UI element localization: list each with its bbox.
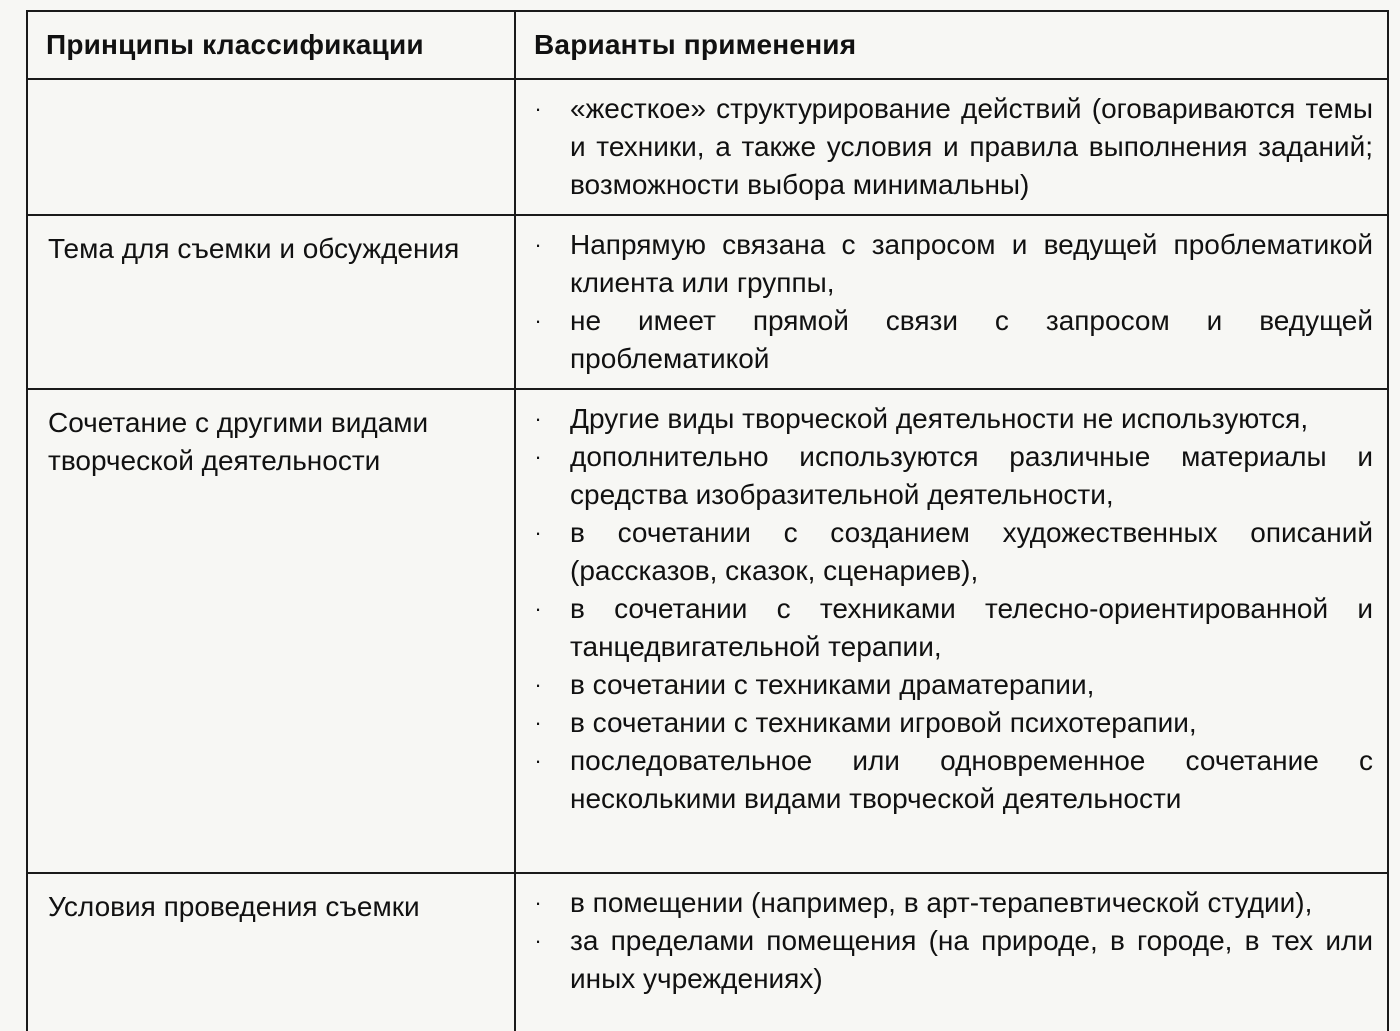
variant-text: в сочетании с техниками телесно-ориентированной и танцедвигательной терапии,	[570, 593, 1373, 662]
variant-list	[526, 90, 1373, 204]
bullet-icon: ·	[534, 406, 542, 431]
variant-item	[526, 438, 1373, 514]
row-principle: Сочетание с другими видами творческой деятельности	[27, 389, 515, 873]
variant-text: за пределами помещения (на природе, в городе, в тех или иных учреждениях)	[570, 925, 1373, 994]
variant-list	[526, 400, 1373, 818]
variant-text: Напрямую связана с запросом и ведущей проблематикой клиента или группы,	[570, 229, 1373, 298]
variant-text: не имеет прямой связи с запросом и ведущей проблематикой	[570, 305, 1373, 374]
variant-item	[526, 590, 1373, 666]
table-row	[27, 873, 1388, 1031]
bullet-icon: ·	[534, 308, 542, 333]
variant-text: в сочетании с техниками драматерапии,	[570, 669, 1095, 700]
bullet-icon: ·	[534, 710, 542, 735]
variant-item	[526, 704, 1373, 742]
row-variants	[515, 79, 1388, 215]
variant-item	[526, 742, 1373, 818]
variant-item	[526, 666, 1373, 704]
bullet-icon: ·	[534, 596, 542, 621]
table-row	[27, 215, 1388, 389]
variant-text: в сочетании с техниками игровой психотерапии,	[570, 707, 1197, 738]
bullet-icon: ·	[534, 928, 542, 953]
variant-text: Другие виды творческой деятельности не используются,	[570, 403, 1309, 434]
row-principle	[27, 79, 515, 215]
bullet-icon: ·	[534, 672, 542, 697]
variant-item	[526, 226, 1373, 302]
bullet-icon: ·	[534, 748, 542, 773]
variant-item	[526, 922, 1373, 998]
bullet-icon: ·	[534, 96, 542, 121]
row-principle: Тема для съемки и обсуждения	[27, 215, 515, 389]
variant-text: дополнительно используются различные материалы и средства изобразительной деятельности,	[570, 441, 1373, 510]
row-variants	[515, 389, 1388, 873]
bullet-icon: ·	[534, 444, 542, 469]
variant-item	[526, 400, 1373, 438]
variant-text: в сочетании с созданием художественных описаний (рассказов, сказок, сценариев),	[570, 517, 1373, 586]
row-variants	[515, 215, 1388, 389]
variant-list	[526, 884, 1373, 998]
bullet-icon: ·	[534, 520, 542, 545]
table-row	[27, 79, 1388, 215]
variant-item	[526, 514, 1373, 590]
variant-item	[526, 884, 1373, 922]
bullet-icon: ·	[534, 232, 542, 257]
bullet-icon: ·	[534, 890, 542, 915]
variant-list	[526, 226, 1373, 378]
variant-item	[526, 302, 1373, 378]
header-principle: Принципы классификации	[27, 11, 515, 79]
row-principle: Условия проведения съемки	[27, 873, 515, 1031]
variant-text: «жесткое» структурирование действий (оговариваются темы и техники, а также условия и правила выполнения заданий; возможности выбора минимальны)	[570, 93, 1373, 200]
row-variants	[515, 873, 1388, 1031]
table-row	[27, 389, 1388, 873]
table-header-row	[27, 11, 1388, 79]
variant-text: в помещении (например, в арт-терапевтической студии),	[570, 887, 1313, 918]
variant-item	[526, 90, 1373, 204]
classification-table	[26, 10, 1389, 1031]
variant-text: последовательное или одновременное сочетание с несколькими видами творческой деятельности	[570, 745, 1373, 814]
header-variants: Варианты применения	[515, 11, 1388, 79]
